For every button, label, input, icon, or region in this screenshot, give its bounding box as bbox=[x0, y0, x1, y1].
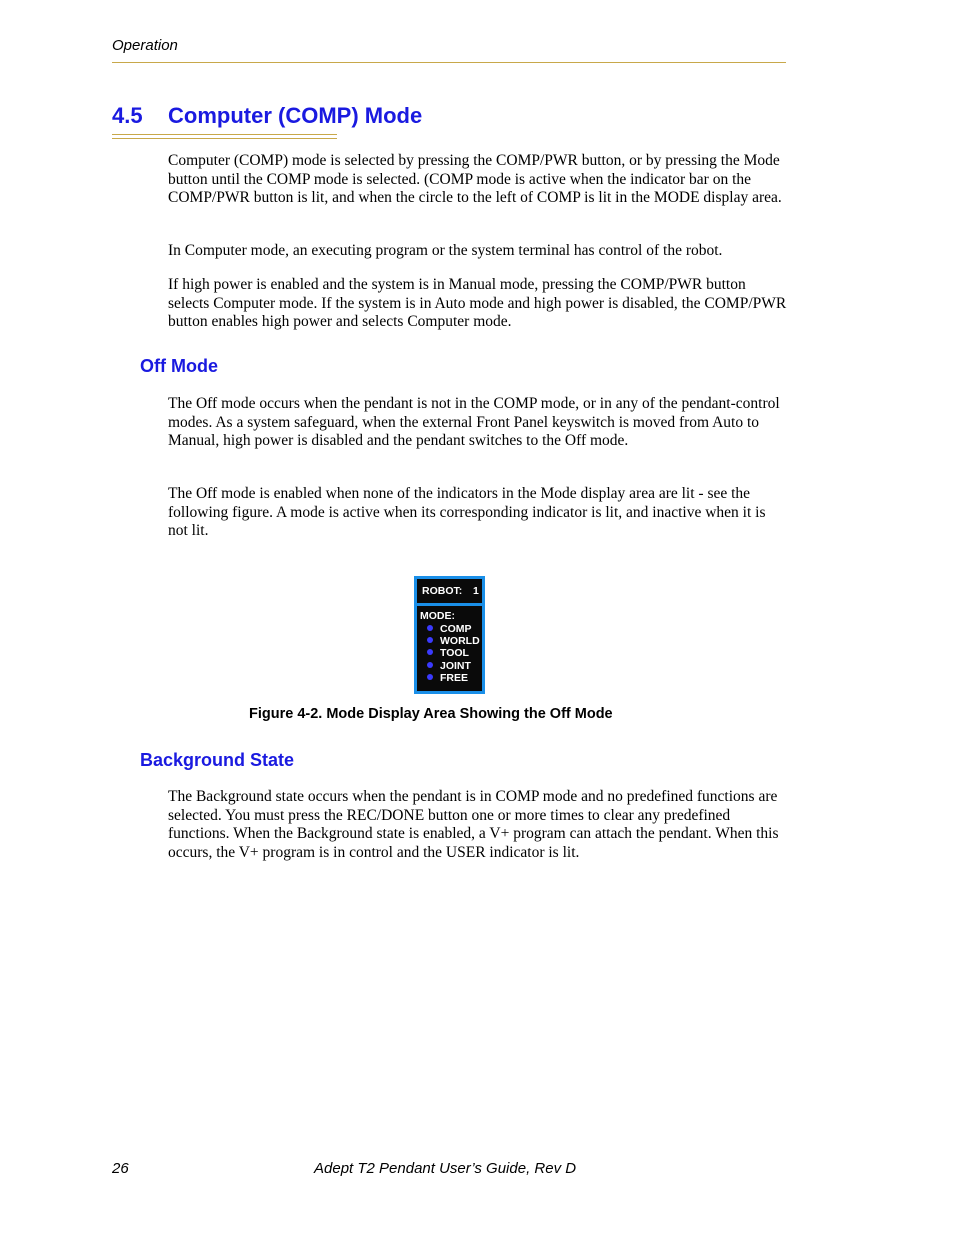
section-number: 4.5 bbox=[112, 103, 143, 128]
subheading-off-mode: Off Mode bbox=[140, 356, 218, 376]
mode-item-free bbox=[427, 672, 468, 684]
mode-item-label: WORLD bbox=[440, 635, 480, 647]
subheading-background-state: Background State bbox=[140, 750, 295, 770]
mode-label: MODE: bbox=[420, 610, 455, 622]
section-title: Computer (COMP) Mode bbox=[168, 103, 423, 128]
mode-item-label: FREE bbox=[440, 672, 469, 684]
figure-caption: Figure 4-2. Mode Display Area Showing the Off Mode bbox=[249, 706, 613, 722]
mode-item-label: TOOL bbox=[440, 647, 469, 659]
indicator-dot-icon bbox=[427, 637, 433, 643]
body-paragraph: The Off mode occurs when the pendant is not in the COMP mode, or in any of the pendant-control modes. As a system safeguard, when the external Front Panel keyswitch is moved from Auto to Manual, high power is disabled and the pendant switches to the Off mode. bbox=[168, 395, 780, 450]
mode-item-world bbox=[427, 635, 480, 647]
mode-display-figure bbox=[414, 576, 485, 694]
indicator-dot-icon bbox=[427, 625, 433, 631]
robot-panel bbox=[417, 579, 482, 603]
mode-item-label: COMP bbox=[440, 623, 472, 635]
footer-doc-title: Adept T2 Pendant User’s Guide, Rev D bbox=[314, 1160, 577, 1177]
body-paragraph: If high power is enabled and the system is in Manual mode, pressing the COMP/PWR button selects Computer mode. If the system is in Auto mode and high power is disabled, the COMP/PWR button enables high power and selects Computer mode. bbox=[168, 276, 787, 331]
robot-label: ROBOT: bbox=[422, 585, 463, 597]
body-paragraph: In Computer mode, an executing program or the system terminal has control of the robot. bbox=[168, 242, 723, 259]
header-rule bbox=[112, 62, 786, 63]
heading-rule-top bbox=[112, 134, 337, 135]
footer-page-number: 26 bbox=[112, 1160, 129, 1177]
mode-item-tool bbox=[427, 647, 469, 659]
heading-rule-bottom bbox=[112, 138, 337, 139]
running-header: Operation bbox=[112, 37, 178, 54]
mode-item-joint bbox=[427, 660, 471, 672]
robot-number: 1 bbox=[473, 585, 479, 597]
indicator-dot-icon bbox=[427, 674, 433, 680]
mode-item-label: JOINT bbox=[440, 660, 471, 672]
indicator-dot-icon bbox=[427, 649, 433, 655]
mode-item-comp bbox=[427, 623, 472, 635]
indicator-dot-icon bbox=[427, 662, 433, 668]
section-heading bbox=[112, 103, 422, 129]
mode-panel bbox=[417, 606, 482, 691]
body-paragraph: Computer (COMP) mode is selected by pressing the COMP/PWR button, or by pressing the Mode button until the COMP mode is selected. (COMP mode is active when the indicator bar on the COMP/PWR button is lit, and when the circle to the left of COMP is lit in the MODE display area. bbox=[168, 152, 782, 207]
body-paragraph: The Background state occurs when the pendant is in COMP mode and no predefined functions are selected. You must press the REC/DONE button one or more times to clear any predefined functions. When the Background state is enabled, a V+ program can attach the pendant. When this occurs, the V+ program is in control and the USER indicator is lit. bbox=[168, 788, 779, 862]
body-paragraph: The Off mode is enabled when none of the indicators in the Mode display area are lit - see the following figure. A mode is active when its corresponding indicator is lit, and inactive when it is not lit. bbox=[168, 485, 766, 540]
